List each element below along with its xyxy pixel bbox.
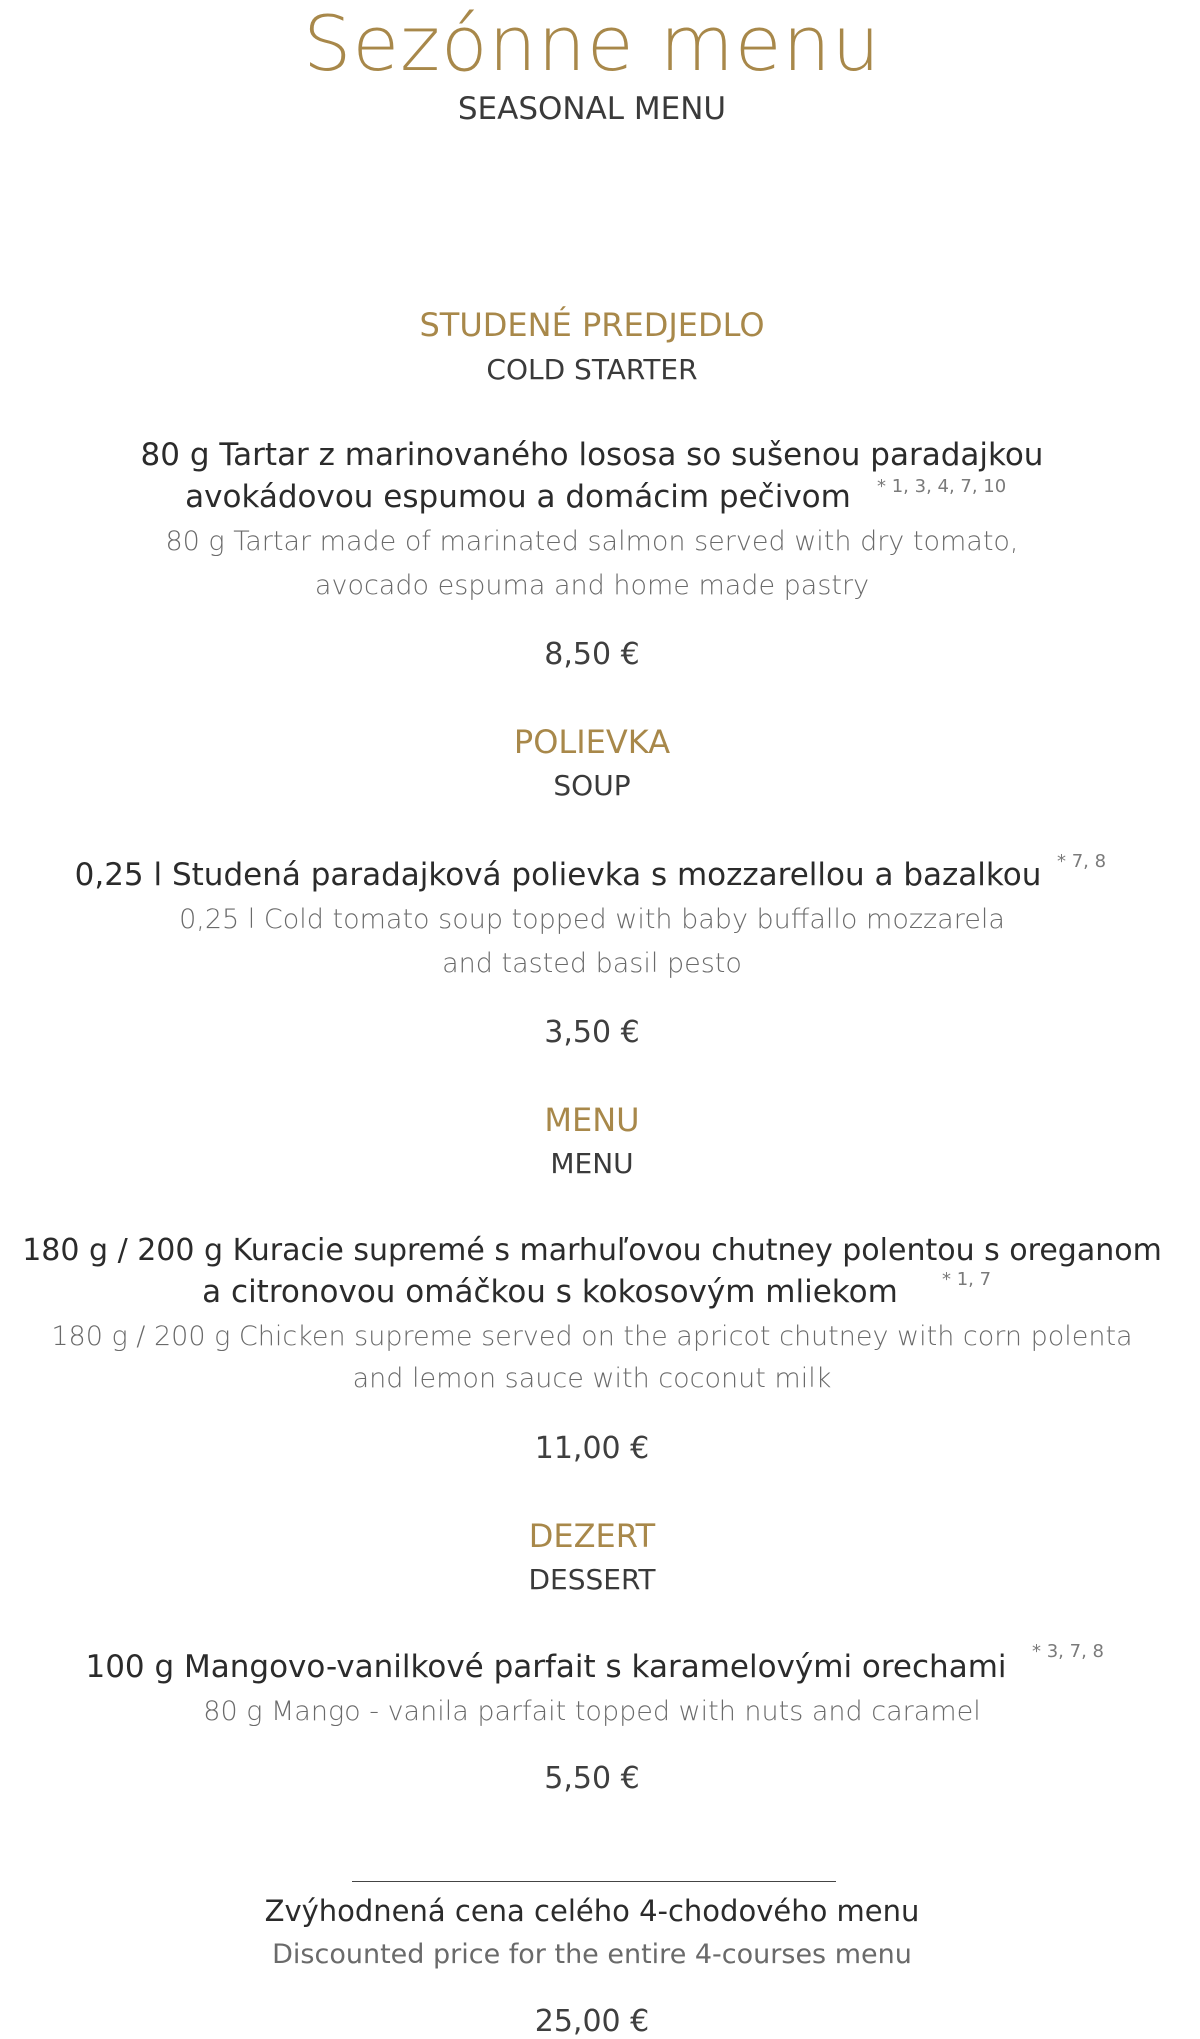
dish-name-sk: 100 g Mangovo-vanilkové parfait s karamelovými orechami xyxy=(85,1649,1007,1685)
price: 8,50 € xyxy=(544,637,640,672)
allergen-note: * 1, 7 xyxy=(942,1269,992,1290)
dish-description-en: and lemon sauce with coconut milk xyxy=(352,1363,832,1394)
dish-description-en: 80 g Mango - vanila parfait topped with nuts and caramel xyxy=(203,1696,981,1727)
menu-subtitle: SEASONAL MENU xyxy=(457,91,727,127)
dish-description-en: 0,25 l Cold tomato soup topped with baby buffallo mozzarela xyxy=(179,904,1005,935)
dish-name-sk: 80 g Tartar z marinovaného lososa so sušenou paradajkou xyxy=(140,437,1044,473)
section-title-sk: DEZERT xyxy=(528,1517,656,1555)
section-title-en: MENU xyxy=(550,1147,634,1180)
price: 11,00 € xyxy=(534,1431,650,1466)
dish-description-en: 180 g / 200 g Chicken supreme served on the apricot chutney with corn polenta xyxy=(51,1321,1133,1352)
offer-text-sk: Zvýhodnená cena celého 4-chodového menu xyxy=(264,1894,920,1928)
section-title-en: DESSERT xyxy=(528,1563,656,1596)
menu-title: Sezónne menu xyxy=(303,0,881,88)
dish-description-en: avocado espuma and home made pastry xyxy=(314,570,870,601)
allergen-note: * 1, 3, 4, 7, 10 xyxy=(877,476,1007,497)
section-title-en: COLD STARTER xyxy=(486,353,698,386)
allergen-note: * 7, 8 xyxy=(1057,851,1107,872)
dish-name-sk: a citronovou omáčkou s kokosovým mliekom xyxy=(202,1274,898,1310)
divider-line xyxy=(352,1881,836,1882)
total-price: 25,00 € xyxy=(534,2004,650,2039)
section-title-sk: MENU xyxy=(544,1101,640,1139)
dish-name-sk: 180 g / 200 g Kuracie supremé s marhuľovou chutney polentou s oreganom xyxy=(22,1233,1162,1268)
section-title-en: SOUP xyxy=(553,769,631,802)
price: 3,50 € xyxy=(544,1015,640,1050)
dish-name-sk: avokádovou espumou a domácim pečivom xyxy=(185,479,851,515)
section-title-sk: POLIEVKA xyxy=(513,723,671,761)
allergen-note: * 3, 7, 8 xyxy=(1032,1641,1104,1662)
price: 5,50 € xyxy=(544,1761,640,1796)
dish-description-en: 80 g Tartar made of marinated salmon served with dry tomato, xyxy=(165,526,1019,557)
offer-text-en: Discounted price for the entire 4-courses menu xyxy=(272,1939,912,1970)
section-title-sk: STUDENÉ PREDJEDLO xyxy=(419,306,765,344)
dish-description-en: and tasted basil pesto xyxy=(442,948,742,979)
dish-name-sk: 0,25 l Studená paradajková polievka s mozzarellou a bazalkou xyxy=(74,857,1042,893)
